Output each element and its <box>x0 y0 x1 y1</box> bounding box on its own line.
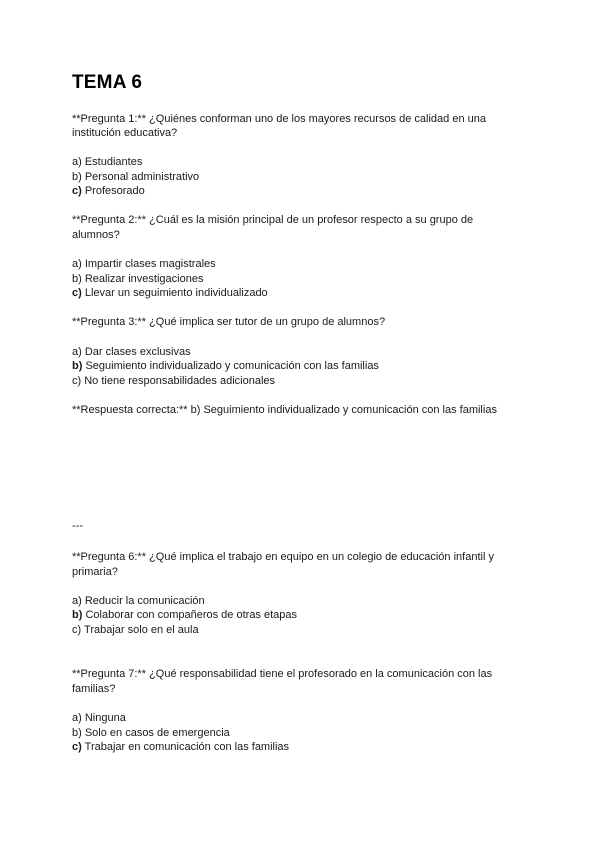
question-1-option-c <box>72 184 145 199</box>
question-3-option-a: a) Dar clases exclusivas <box>72 346 191 358</box>
question-7-text-line-2: familias? <box>72 683 116 695</box>
question-7-option-b: b) Solo en casos de emergencia <box>72 727 230 739</box>
question-7-option-a: a) Ninguna <box>72 712 126 724</box>
question-6-option-a: a) Reducir la comunicación <box>72 595 205 607</box>
page-title: TEMA 6 <box>72 72 143 93</box>
question-1-option-a: a) Estudiantes <box>72 156 143 168</box>
question-6-option-b <box>72 608 297 623</box>
question-7-option-c-marker: c) <box>72 741 82 753</box>
question-3-correct-answer: **Respuesta correcta:** b) Seguimiento individualizado y comunicación con las familias <box>72 404 497 416</box>
question-3-option-b <box>72 359 379 374</box>
separator: --- <box>72 520 83 532</box>
question-7-option-c <box>72 740 289 755</box>
question-6-text-line-2: primaria? <box>72 566 118 578</box>
question-2-option-c <box>72 286 268 301</box>
question-2-option-a: a) Impartir clases magistrales <box>72 258 216 270</box>
question-1-option-c-marker: c) <box>72 185 82 197</box>
question-6-text-line-1: **Pregunta 6:** ¿Qué implica el trabajo en equipo en un colegio de educación infantil y <box>72 551 494 563</box>
question-2-option-c-marker: c) <box>72 287 82 299</box>
question-2-option-b: b) Realizar investigaciones <box>72 273 204 285</box>
question-2-text-line-1: **Pregunta 2:** ¿Cuál es la misión principal de un profesor respecto a su grupo de <box>72 214 474 226</box>
question-6-option-c: c) Trabajar solo en el aula <box>72 624 199 636</box>
question-3-option-c: c) No tiene responsabilidades adicionales <box>72 375 276 387</box>
question-3-text-line-1: **Pregunta 3:** ¿Qué implica ser tutor de un grupo de alumnos? <box>72 316 386 328</box>
question-1-option-c-text: Profesorado <box>81 185 145 197</box>
question-6-option-b-text: Colaborar con compañeros de otras etapas <box>82 609 298 621</box>
question-7-text-line-1: **Pregunta 7:** ¿Qué responsabilidad tiene el profesorado en la comunicación con las <box>72 668 493 680</box>
question-7-option-c-text: Trabajar en comunicación con las familias <box>81 741 290 753</box>
question-3-option-b-marker: b) <box>72 360 83 372</box>
question-3-option-b-text: Seguimiento individualizado y comunicación con las familias <box>82 360 379 372</box>
question-1-text-line-1: **Pregunta 1:** ¿Quiénes conforman uno de los mayores recursos de calidad en una <box>72 113 486 125</box>
question-6-option-b-marker: b) <box>72 609 83 621</box>
question-2-text-line-2: alumnos? <box>72 229 120 241</box>
question-1-option-b: b) Personal administrativo <box>72 171 200 183</box>
question-1-text-line-2: institución educativa? <box>72 127 178 139</box>
question-2-option-c-text: Llevar un seguimiento individualizado <box>81 287 268 299</box>
